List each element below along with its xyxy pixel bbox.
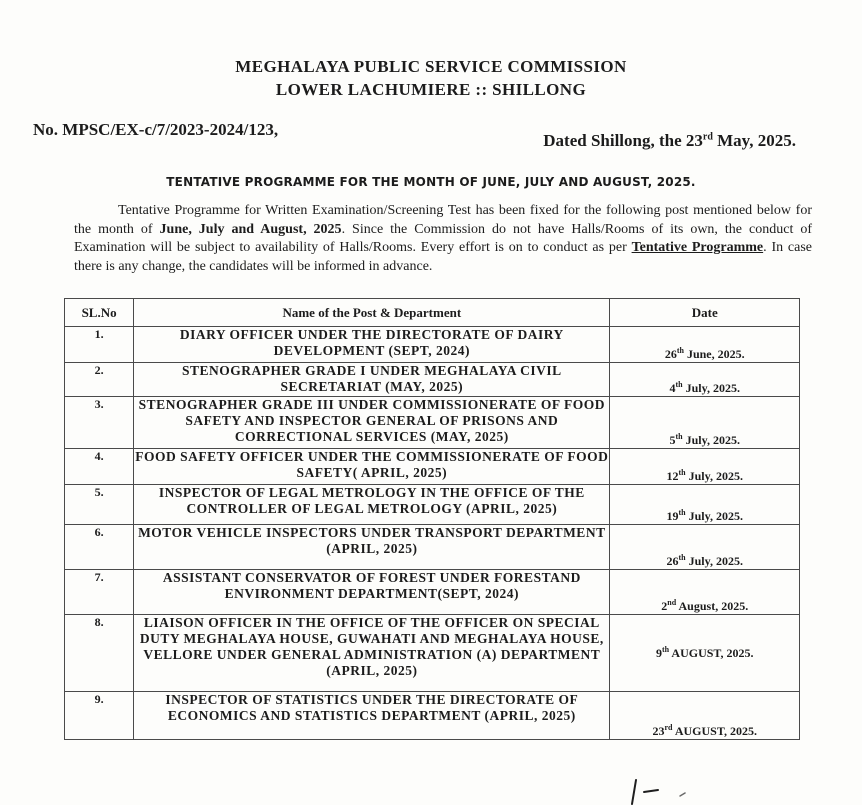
row-sl: 5.	[65, 485, 134, 525]
row-sl: 2.	[65, 363, 134, 397]
row-sl: 8.	[65, 615, 134, 692]
row-post: ASSISTANT CONSERVATOR OF FOREST UNDER FORESTAND ENVIRONMENT DEPARTMENT(SEPT, 2024)	[134, 570, 610, 615]
row-post: LIAISON OFFICER IN THE OFFICE OF THE OFFICER ON SPECIAL DUTY MEGHALAYA HOUSE, GUWAHATI AND MEGHALAYA HOUSE, VELLORE UNDER GENERAL ADMINISTRATION (A) DEPARTMENT (APRIL, 2025)	[134, 615, 610, 692]
row-date: 19th July, 2025.	[610, 485, 800, 525]
para-months: June, July and August, 2025	[159, 221, 342, 237]
table-row	[65, 485, 800, 525]
para-part3: . In case there is any change, the candidates will be informed in advance.	[74, 240, 813, 274]
intro-paragraph	[74, 202, 812, 276]
signature-stroke	[622, 776, 702, 805]
row-sl: 7.	[65, 570, 134, 615]
commission-name: MEGHALAYA PUBLIC SERVICE COMMISSION	[235, 57, 627, 76]
para-part1: Tentative Programme for Written Examination/Screening Test has been fixed for the following post mentioned below for the month of	[74, 203, 812, 237]
table-row	[65, 525, 800, 570]
programme-title: TENTATIVE PROGRAMME FOR THE MONTH OF JUNE, JULY AND AUGUST, 2025.	[166, 175, 696, 189]
table-row	[65, 615, 800, 692]
row-date: 12th July, 2025.	[610, 449, 800, 485]
row-date: 5th July, 2025.	[610, 397, 800, 449]
commission-address: LOWER LACHUMIERE :: SHILLONG	[275, 80, 587, 99]
table-header-row	[65, 299, 800, 327]
row-date: 9th AUGUST, 2025.	[610, 615, 800, 692]
table-row	[65, 363, 800, 397]
dated-prefix: Dated Shillong, the 23	[543, 131, 703, 150]
header-sl: SL.No	[65, 299, 134, 327]
row-post: MOTOR VEHICLE INSPECTORS UNDER TRANSPORT DEPARTMENT (APRIL, 2025)	[134, 525, 610, 570]
row-post: DIARY OFFICER UNDER THE DIRECTORATE OF DAIRY DEVELOPMENT (SEPT, 2024)	[134, 327, 610, 363]
row-post: INSPECTOR OF STATISTICS UNDER THE DIRECTORATE OF ECONOMICS AND STATISTICS DEPARTMENT (APRIL, 2025)	[134, 692, 610, 740]
table-row	[65, 449, 800, 485]
row-date: 4th July, 2025.	[610, 363, 800, 397]
row-date: 2nd August, 2025.	[610, 570, 800, 615]
table-row	[65, 327, 800, 363]
para-underlined: Tentative Programme	[631, 240, 764, 255]
row-sl: 4.	[65, 449, 134, 485]
dated-suffix: May, 2025.	[712, 131, 796, 150]
row-date: 23rd AUGUST, 2025.	[610, 692, 800, 740]
header-date: Date	[610, 299, 800, 327]
row-sl: 1.	[65, 327, 134, 363]
header-post: Name of the Post & Department	[134, 299, 610, 327]
row-sl: 9.	[65, 692, 134, 740]
table-row	[65, 570, 800, 615]
dated-line	[543, 131, 796, 151]
row-post: STENOGRAPHER GRADE III UNDER COMMISSIONERATE OF FOOD SAFETY AND INSPECTOR GENERAL OF PRISONS AND CORRECTIONAL SERVICES (MAY, 2025)	[134, 397, 610, 449]
row-post: FOOD SAFETY OFFICER UNDER THE COMMISSIONERATE OF FOOD SAFETY( APRIL, 2025)	[134, 449, 610, 485]
row-post: INSPECTOR OF LEGAL METROLOGY IN THE OFFICE OF THE CONTROLLER OF LEGAL METROLOGY (APRIL, 2025)	[134, 485, 610, 525]
table-row	[65, 397, 800, 449]
reference-number: No. MPSC/EX-c/7/2023-2024/123,	[33, 120, 279, 139]
para-part2: . Since the Commission do not have Halls/Rooms of its own, the conduct of Examination will be subject to availability of Halls/Rooms. Every effort is on to conduct as per	[74, 221, 812, 255]
programme-table	[64, 298, 800, 740]
table-row	[65, 692, 800, 740]
dated-sup: rd	[702, 131, 713, 143]
row-date: 26th July, 2025.	[610, 525, 800, 570]
row-post: STENOGRAPHER GRADE I UNDER MEGHALAYA CIVIL SECRETARIAT (MAY, 2025)	[134, 363, 610, 397]
row-date: 26th June, 2025.	[610, 327, 800, 363]
row-sl: 3.	[65, 397, 134, 449]
row-sl: 6.	[65, 525, 134, 570]
